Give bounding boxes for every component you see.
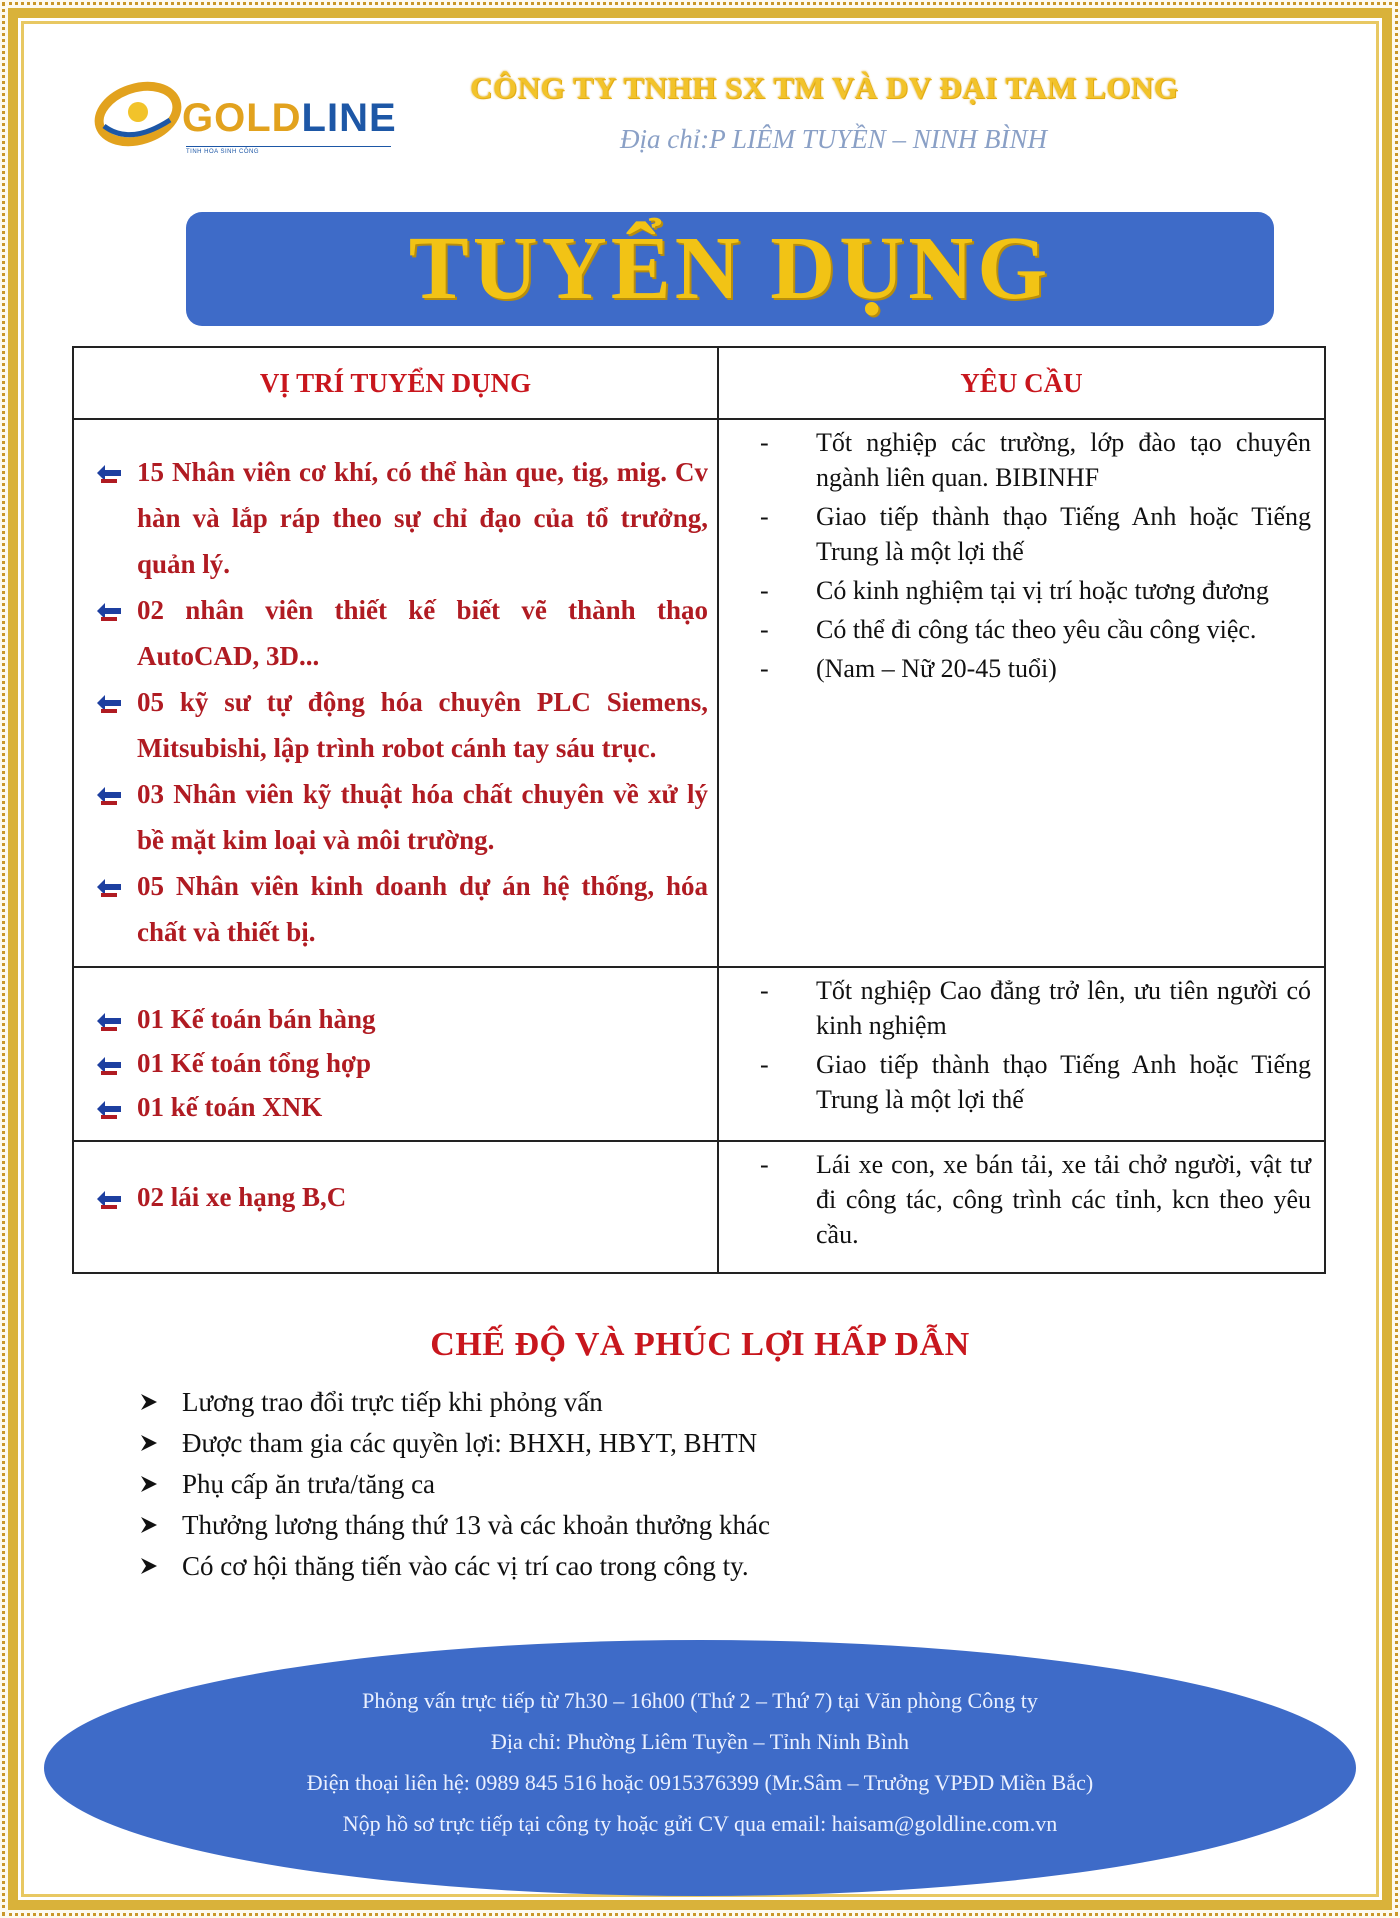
benefit-text: Có cơ hội thăng tiến vào các vị trí cao trong công ty. [182, 1551, 749, 1581]
requirement-list [720, 1143, 1323, 1262]
dash-bullet: - [760, 1050, 769, 1079]
list-item [760, 499, 1311, 569]
arrow-bullet-icon [95, 875, 125, 899]
position-text: 02 nhân viên thiết kế biết vẽ thành thạo AutoCAD, 3D... [137, 595, 708, 671]
dash-bullet: - [760, 615, 769, 644]
list-item [95, 679, 708, 771]
dash-bullet: - [760, 976, 769, 1005]
requirement-text: Có kinh nghiệm tại vị trí hoặc tương đương [816, 576, 1269, 605]
header-position: VỊ TRÍ TUYỂN DỤNG [73, 347, 718, 419]
contact-info [0, 1680, 1400, 1844]
logo-wordmark [182, 96, 397, 141]
requirement-list [720, 421, 1323, 696]
position-text: 02 lái xe hạng B,C [137, 1182, 347, 1212]
position-text: 01 Kế toán bán hàng [137, 1004, 376, 1034]
logo-text-gold: GOLD [182, 96, 302, 140]
benefit-text: Phụ cấp ăn trưa/tăng ca [182, 1469, 436, 1499]
contact-line: Điện thoại liên hệ: 0989 845 516 hoặc 0915376399 (Mr.Sâm – Trưởng VPĐD Miền Bắc) [306, 1770, 1094, 1795]
chevron-right-icon [138, 1392, 160, 1412]
arrow-bullet-icon [95, 691, 125, 715]
dash-bullet: - [760, 428, 769, 457]
banner-title: TUYỂN DỤNG [408, 219, 1052, 318]
contact-line: Địa chỉ: Phường Liêm Tuyền – Tỉnh Ninh Bình [491, 1729, 909, 1754]
contact-line: Nộp hồ sơ trực tiếp tại công ty hoặc gửi CV qua email: haisam@goldline.com.vn [342, 1811, 1058, 1836]
arrow-bullet-icon [95, 599, 125, 623]
requirement-text: Giao tiếp thành thạo Tiếng Anh hoặc Tiếng Trung là một lợi thế [816, 1050, 1311, 1114]
benefit-text: Lương trao đổi trực tiếp khi phỏng vấn [182, 1387, 603, 1417]
requirement-text: Tốt nghiệp Cao đẳng trở lên, ưu tiên người có kinh nghiệm [816, 976, 1311, 1040]
position-text: 03 Nhân viên kỹ thuật hóa chất chuyên về xử lý bề mặt kim loại và môi trường. [137, 779, 708, 855]
chevron-right-icon [138, 1474, 160, 1494]
list-item [760, 1147, 1311, 1252]
list-item [95, 1041, 708, 1085]
position-text: 01 Kế toán tổng hợp [137, 1048, 371, 1078]
company-name: CÔNG TY TNHH SX TM VÀ DV ĐẠI TAM LONG [470, 70, 1179, 105]
arrow-bullet-icon [95, 1187, 125, 1211]
arrow-bullet-icon [95, 1097, 125, 1121]
list-item [95, 449, 708, 587]
list-item [760, 425, 1311, 495]
requirement-list [720, 969, 1323, 1127]
header-requirements: YÊU CẦU [718, 347, 1325, 419]
benefit-text: Thưởng lương tháng thứ 13 và các khoản thưởng khác [182, 1510, 770, 1540]
list-item [760, 1047, 1311, 1117]
list-item [138, 1423, 770, 1464]
table-row [73, 1141, 1325, 1273]
list-item [95, 587, 708, 679]
position-text: 05 Nhân viên kinh doanh dự án hệ thống, hóa chất và thiết bị. [137, 871, 708, 947]
dash-bullet: - [760, 576, 769, 605]
requirement-text: Giao tiếp thành thạo Tiếng Anh hoặc Tiếng Trung là một lợi thế [816, 502, 1311, 566]
jobs-table [72, 346, 1326, 1274]
table-row [73, 967, 1325, 1141]
logo-ring-icon [90, 76, 190, 148]
list-item [95, 771, 708, 863]
list-item [95, 1085, 708, 1129]
list-item [760, 573, 1311, 608]
company-address: Địa chỉ:P LIÊM TUYỀN – NINH BÌNH [620, 124, 1048, 154]
list-item [138, 1464, 770, 1505]
table-header-row [73, 347, 1325, 419]
list-item [138, 1546, 770, 1587]
positions-cell [73, 419, 718, 967]
position-text: 05 kỹ sư tự động hóa chuyên PLC Siemens, Mitsubishi, lập trình robot cánh tay sáu trục. [137, 687, 708, 763]
requirement-text: (Nam – Nữ 20-45 tuổi) [816, 654, 1057, 683]
requirement-text: Lái xe con, xe bán tải, xe tải chở người, vật tư đi công tác, công trình các tỉnh, kcn theo yêu cầu. [816, 1150, 1311, 1249]
requirements-cell [718, 967, 1325, 1141]
list-item [138, 1382, 770, 1423]
requirements-cell [718, 1141, 1325, 1273]
requirement-text: Tốt nghiệp các trường, lớp đào tạo chuyên ngành liên quan. BIBINHF [816, 428, 1311, 492]
position-text: 15 Nhân viên cơ khí, có thể hàn que, tig, mig. Cv hàn và lắp ráp theo sự chỉ đạo của tổ trưởng, quản lý. [137, 457, 708, 579]
chevron-right-icon [138, 1433, 160, 1453]
chevron-right-icon [138, 1556, 160, 1576]
benefits-list [138, 1382, 770, 1587]
arrow-bullet-icon [95, 461, 125, 485]
chevron-right-icon [138, 1515, 160, 1535]
arrow-bullet-icon [95, 783, 125, 807]
positions-cell [73, 1141, 718, 1273]
dash-bullet: - [760, 654, 769, 683]
position-list [75, 969, 716, 1139]
list-item [138, 1505, 770, 1546]
benefit-text: Được tham gia các quyền lợi: BHXH, HBYT, BHTN [182, 1428, 758, 1458]
requirement-text: Có thể đi công tác theo yêu cầu công việc. [816, 615, 1257, 644]
logo-text-blue: LINE [301, 96, 397, 140]
requirements-cell [718, 419, 1325, 967]
position-text: 01 kế toán XNK [137, 1092, 323, 1122]
arrow-bullet-icon [95, 1053, 125, 1077]
list-item [95, 997, 708, 1041]
list-item [95, 863, 708, 955]
arrow-bullet-icon [95, 1009, 125, 1033]
position-list [75, 421, 716, 965]
dash-bullet: - [760, 502, 769, 531]
list-item [95, 1175, 708, 1219]
goldline-logo [90, 70, 410, 160]
dash-bullet: - [760, 1150, 769, 1179]
position-list [75, 1143, 716, 1229]
list-item [760, 651, 1311, 686]
recruitment-banner [186, 212, 1274, 326]
positions-cell [73, 967, 718, 1141]
contact-line: Phỏng vấn trực tiếp từ 7h30 – 16h00 (Thứ 2 – Thứ 7) tại Văn phòng Công ty [362, 1688, 1038, 1713]
table-row [73, 419, 1325, 967]
list-item [760, 973, 1311, 1043]
logo-tagline: TINH HOA SINH CÔNG [186, 146, 391, 155]
list-item [760, 612, 1311, 647]
benefits-title: CHẾ ĐỘ VÀ PHÚC LỢI HẤP DẪN [430, 1326, 970, 1363]
